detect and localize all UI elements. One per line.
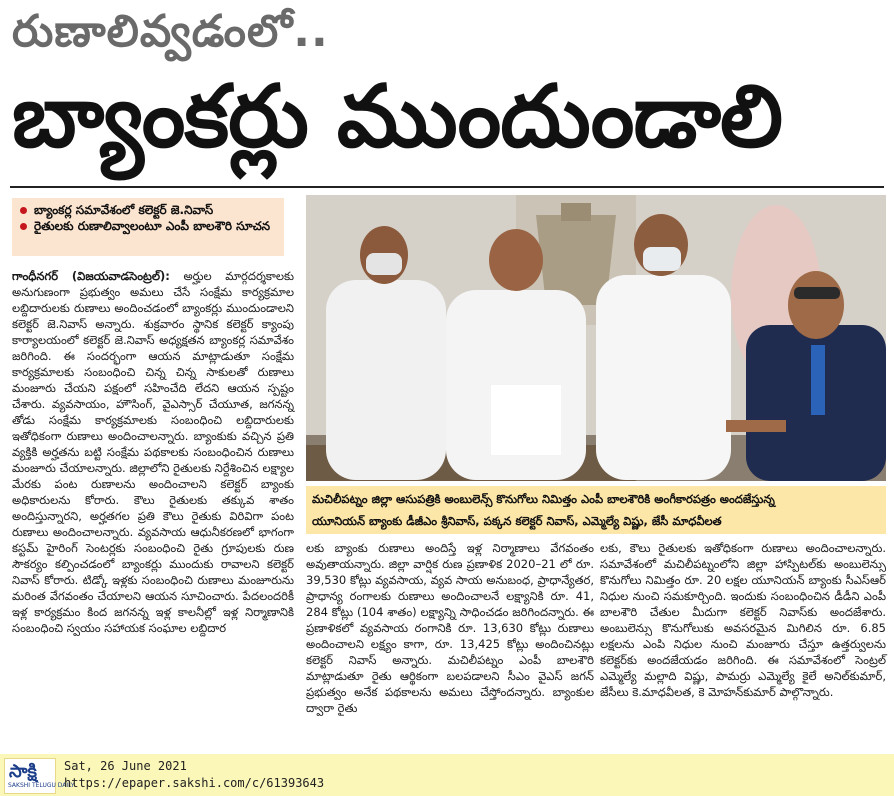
- article-kicker: రుణాలివ్వడంలో..: [12, 6, 329, 57]
- highlight-text: బ్యాంకర్ల సమావేశంలో కలెక్టర్ జె.నివాస్: [34, 203, 214, 217]
- article-column-2: [306, 540, 594, 716]
- caption-line: యూనియన్ బ్యాంకు డీజీఎం శ్రీనివాస్, పక్కన కలెక్టర్ నివాస్, ఎమ్మెల్యే విష్ణు, జేసీ మాధవీలత: [312, 514, 722, 528]
- article-photo: [306, 195, 886, 481]
- article-headline: బ్యాంకర్లు ముందుండాలి: [12, 67, 783, 167]
- epaper-footer: [0, 754, 894, 796]
- highlights-box: [12, 198, 284, 256]
- photo-caption: [306, 486, 886, 534]
- column-text: లకు బ్యాంకు రుణాలు అందిస్తే ఇళ్ల నిర్మాణాలు వేగవంతం అవుతాయన్నారు. జిల్లా వార్షిక రుణ ప్రణాళిక 2020–21 లో రూ. 39,530 కోట్లు వ్యవసాయ, వ్యవ సాయ అనుబంధ, ప్రాధాన్యేతర, ప్రాధాన్య రంగాలకు రుణాలు అందించాలనే లక్ష్యానికి రూ. 41, 284 కోట్లు (104 శాతం) లక్ష్యాన్ని సాధించడం జరిగిందన్నారు. ఈ ప్రణాళికలో వ్యవసాయ రంగానికి రూ. 13,630 కోట్లు రుణాలు అందించాలని లక్ష్యం కాగా, రూ. 13,425 కోట్లు అందించినట్లు కలెక్టర్ నివాస్ అన్నారు. మచిలీపట్నం ఎంపీ బాలశౌరి మాట్లాడుతూ రైతు ఆర్థికంగా బలపడాలని సీఎం వైఎస్ జగన్ ప్రభుత్వం అనేక పథకాలను అమలు చేస్తోందన్నారు. బ్యాంకుల ద్వారా రైతు: [306, 541, 594, 715]
- dateline: గాంధీనగర్ (విజయవాడసెంట్రల్):: [12, 269, 170, 283]
- sakshi-logo: [4, 758, 75, 794]
- article-column-3: [600, 540, 886, 700]
- highlight-item: [20, 202, 278, 218]
- photo-illustration: [306, 195, 886, 481]
- highlight-text: రైతులకు రుణాలివ్వాలంటూ ఎంపీ బాలశౌరి సూచన: [34, 219, 271, 233]
- bullet-dot-icon: [20, 223, 27, 230]
- highlight-item: [20, 218, 278, 234]
- column-text: అర్హుల మార్గదర్శకాలకు అనుగుణంగా ప్రభుత్వం అమలు చేసే సంక్షేమ కార్యక్రమాల లబ్దిదారులకు రుణాలు అందించడంలో బ్యాంకర్లు ముందుండాలని కలెక్టర్ జె.నివాస్ అన్నారు. శుక్రవారం స్థానిక కలెక్టర్ క్యాంపు కార్యాలయంలో కలెక్టర్ జె.నివాస్ అధ్యక్షతన బ్యాంకర్ల సమావేశం జరిగింది. ఈ సందర్భంగా ఆయన మాట్లాడుతూ సంక్షేమ కార్యక్రమాలకు సంబంధించి చిన్న చిన్న సాకులతో రుణాలు మంజూరు చేయని పక్షంలో సహించేది లేదని ఆయన స్పష్టం చేశారు. వ్యవసాయం, హౌసింగ్, వైఎస్సార్ చేయూత, జగనన్న తోడు సంక్షేమ కార్యక్రమాలకు సంబంధించి లబ్దిదారులకు ఇతోధికంగా రుణాలు అందించాలన్నారు. బ్యాంకుకు వచ్చిన ప్రతి వ్యక్తికి అర్హతను బట్టి సంక్షేమ పథకాలకు సంబంధించిన రుణాలు మంజూరు చేయాలన్నారు. జిల్లాలోని రైతులకు నిర్దేశించిన లక్ష్యాల మేరకు పంట రుణాలను అందించాలని కలెక్టర్ బ్యాంకు అధికారులను కోరారు. కౌలు రైతులకు తక్కువ శాతం అందిస్తున్నారని, అర్హతగల ప్రతి కౌలు రైతుకు విరివిగా పంట రుణాలు అందించాలన్నారు. వ్యవసాయ ఆధునీకరణలో భాగంగా కస్టమ్ హైరింగ్ సెంటర్లకు సంబంధించి రైతు గ్రూపులకు రుణ సౌకర్యం కల్పించడంలో బ్యాంకర్లు ముందుకు రావాలని కలెక్టర్ నివాస్ కోరారు. టిడ్కో ఇళ్లకు సంబంధించి రుణాలు మంజూరును మరింత వేగవంతం చేయాలని ఆయన సూచించారు. పేదలందరికీ ఇళ్ల కార్యక్రమం కింద జగనన్న ఇళ్ల కాలనీల్లో ఇళ్ల నిర్మాణానికి సంబంధించి స్వయం సహాయక సంఘాల లబ్దిదార: [12, 269, 294, 635]
- logo-wordmark: సాక్షి: [9, 761, 37, 782]
- bullet-dot-icon: [20, 207, 27, 214]
- publication-date: Sat, 26 June 2021: [64, 759, 187, 773]
- epaper-link[interactable]: https://epaper.sakshi.com/c/61393643: [64, 776, 325, 790]
- article-column-1: [12, 268, 294, 636]
- caption-line: మచిలీపట్నం జిల్లా ఆసుపత్రికి అంబులెన్స్ కొనుగోలు నిమిత్తం ఎంపీ బాలశౌరికి అంగీకారపత్రం అందజేస్తున్న: [312, 492, 775, 506]
- column-text: లకు, కౌలు రైతులకు ఇతోధికంగా రుణాలు అందించాలన్నారు. సమావేశంలో మచిలీపట్నంలోని జిల్లా హాస్పిటల్‌కు అంబులెన్సు కొనుగోలు నిమిత్తం రూ. 20 లక్షల యూనియన్ బ్యాంకు సీఎస్ఆర్ నిధుల నుంచి సమకూర్చింది. ఇందుకు సంబంధించిన డీడీని ఎంపీ బాలశౌరి చేతుల మీదుగా కలెక్టర్ నివాస్‌కు అందజేశారు. అంబులెన్సు కొనుగోలుకు అవసరమైన మిగిలిన రూ. 6.85 లక్షలను ఎంపి నిధుల నుంచి మంజూరు చేస్తూ ఉత్తర్వులను కలెక్టర్‌కు అందజేయడం జరిగింది. ఈ సమావేశంలో సెంట్రల్ ఎమ్మెల్యే మల్లాది విష్ణు, పామర్రు ఎమ్మెల్యే కైలే అనిల్‌కుమార్, జేసీలు కె.మాధవీలత, కె మోహన్‌కుమార్ పాల్గొన్నారు.: [600, 541, 886, 699]
- divider: [10, 186, 884, 188]
- logo-subtitle: SAKSHI TELUGU DAILY: [8, 782, 75, 789]
